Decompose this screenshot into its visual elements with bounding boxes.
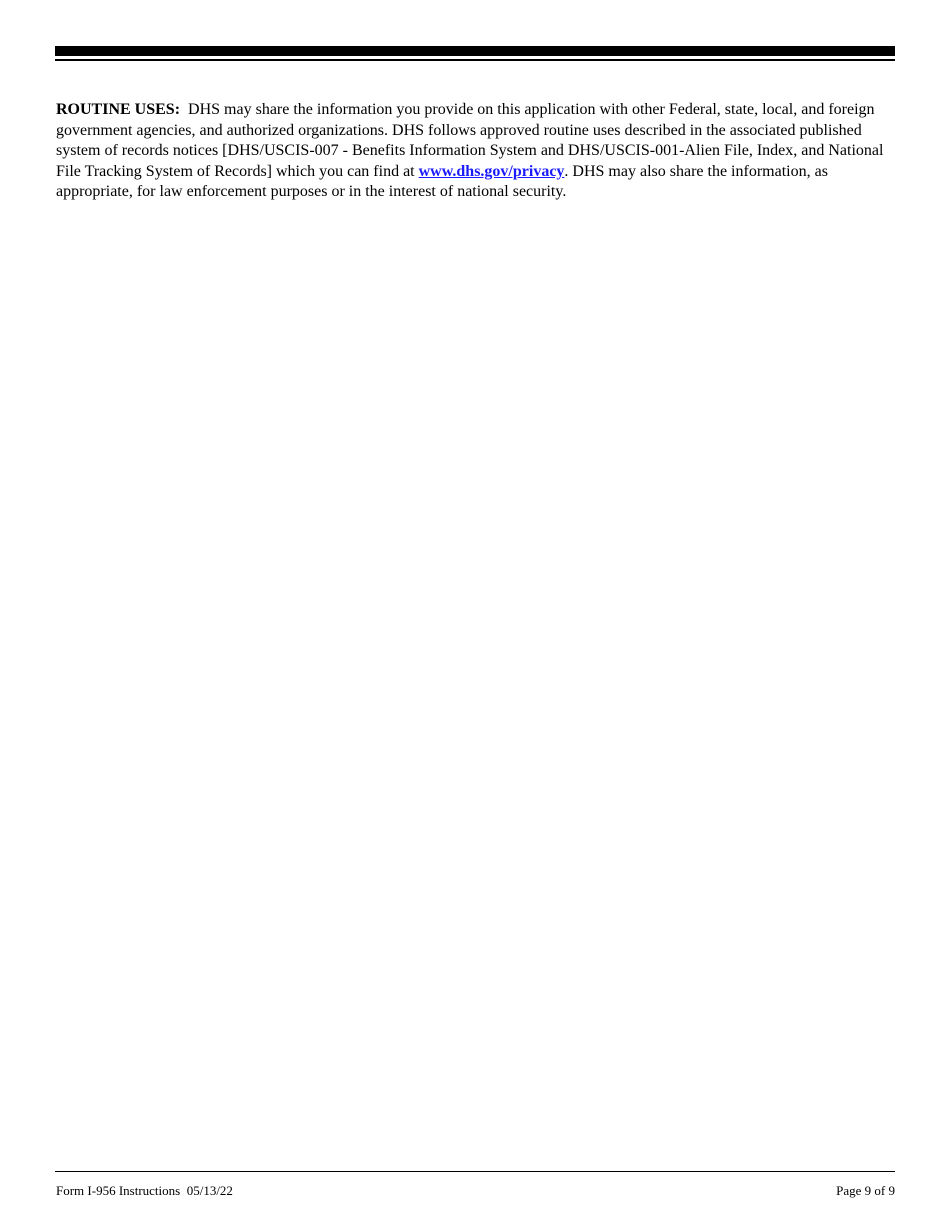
routine-uses-text: DHS may share the information you provide on this application with other Federal, state, local, and foreign government agencies, and authorized organizations. DHS follows approved routine uses described in the associated published system of records notices [DHS/USCIS-007 - Benefits Information System and DHS/USCIS-001-Alien File, Index, and National File Tracking System of Records] which you can find at xyxy=(56,101,884,180)
routine-uses-text-end: . DHS may also share the information, as appropriate, for law enforcement purposes or in the interest of national security. xyxy=(56,162,828,201)
routine-uses-paragraph xyxy=(56,100,896,203)
page-number: Page 9 of 9 xyxy=(836,1183,895,1198)
header-rule-thin xyxy=(55,59,895,61)
dhs-privacy-link[interactable]: www.dhs.gov/privacy xyxy=(418,162,565,180)
footer-rule xyxy=(55,1171,895,1172)
header-rule-thick xyxy=(55,46,895,56)
form-label: Form I-956 Instructions 05/13/22 xyxy=(56,1183,233,1198)
routine-uses-heading: ROUTINE USES: xyxy=(56,101,181,118)
